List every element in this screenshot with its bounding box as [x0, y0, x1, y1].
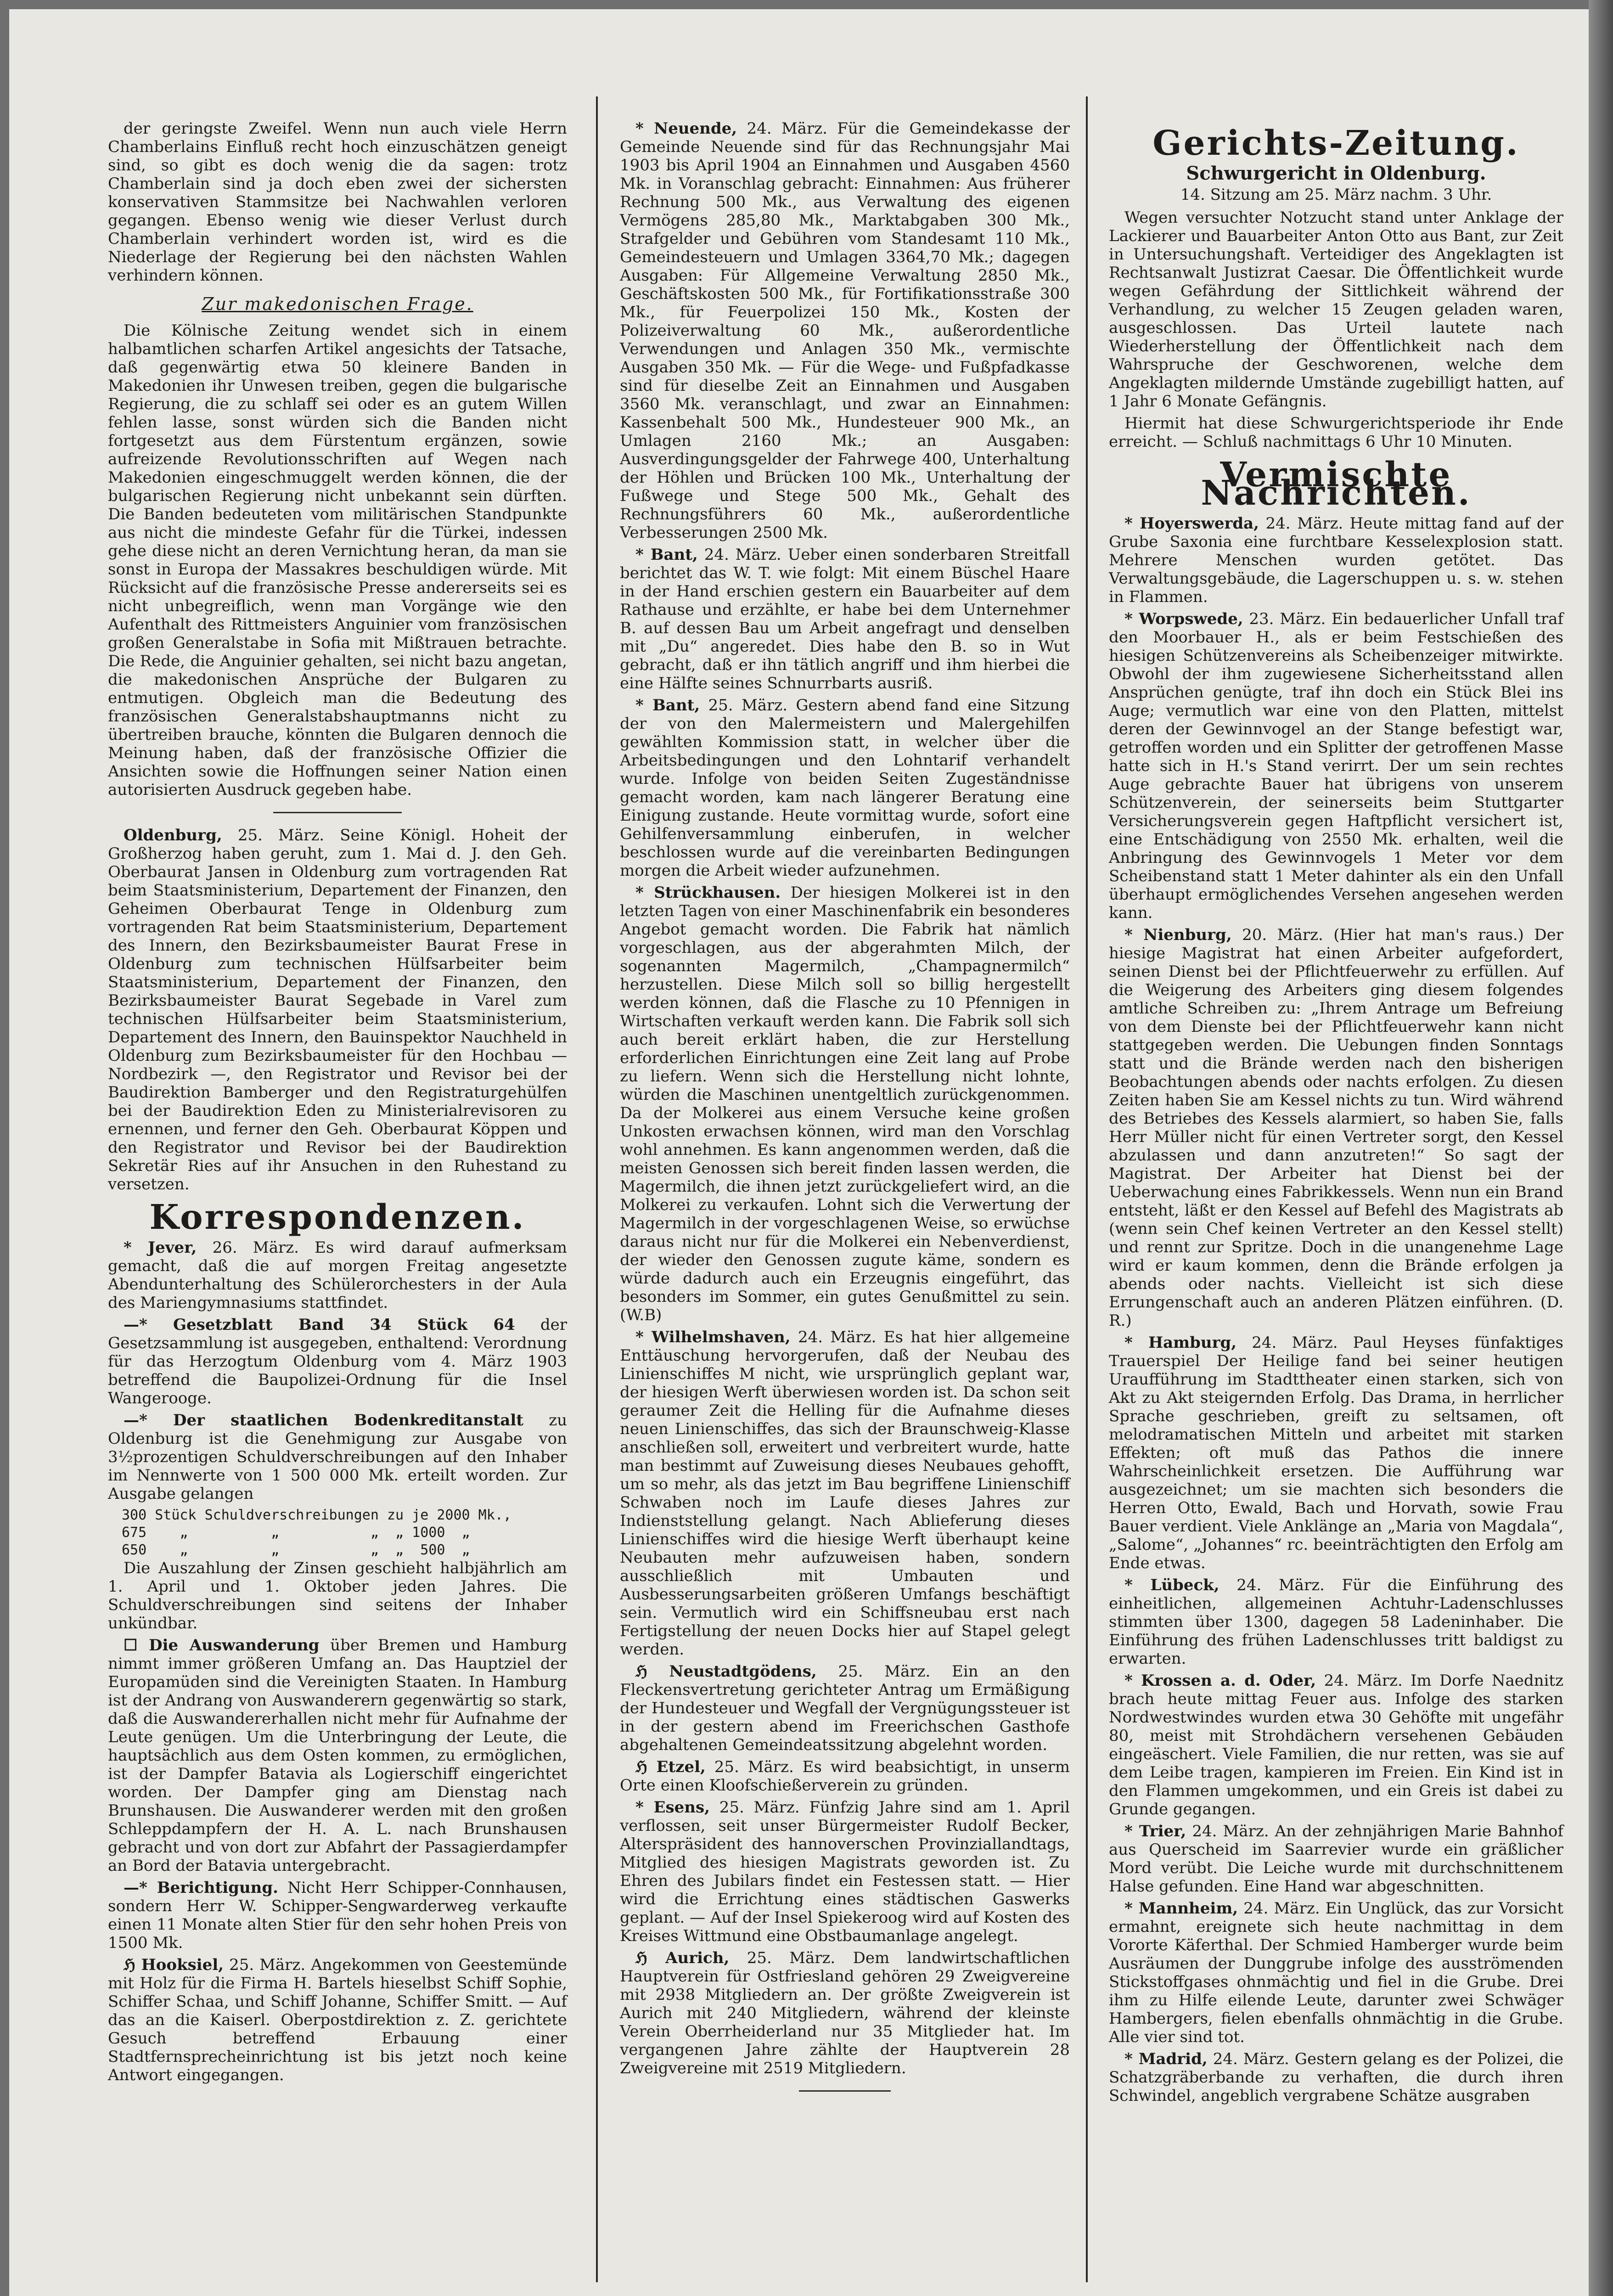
- dateline: Oldenburg,: [124, 826, 222, 844]
- session-line: 14. Sitzung am 25. März nachm. 3 Uhr.: [1180, 186, 1492, 204]
- article-text: Hiermit hat diese Schwurgerichtsperiode ihr Ende erreicht. — Schluß nachmittags 6 Uhr 10 Minuten.: [1109, 414, 1563, 451]
- dateline: * Strückhausen.: [635, 884, 781, 902]
- article-text: Die Auszahlung der Zinsen geschieht halbjährlich am 1. April und 1. Oktober jeden Jahres. Die Schuldverschreibungen sind seitens der Inhaber unkündbar.: [108, 1559, 567, 1632]
- section-rule: [799, 2090, 891, 2092]
- article-text: Die Kölnische Zeitung wendet sich in einem halbamtlichen scharfen Artikel angesichts der Tatsache, daß gegenwärtig etwa 50 kleinere Banden in Makedonien ihr Unwesen treiben, gegen die bulgarische Regierung, die zu schlaff sei oder es an gutem Willen fehlen lasse, sonst würden sich die Banden nicht fortgesetzt aus dem Fürstentum ergänzen, sowie aufreizende Revolutionsschriften auf Wegen nach Makedonien eingeschmuggelt werden können, die der bulgarischen Regierung nicht unbekannt sein dürften. Die Banden bedeuteten vom militärischen Standpunkte aus nicht die mindeste Gefahr für die Türkei, indessen gehe diese nicht an deren Vernichtung heran, da man sie sonst in Europa der Massakres beschuldigen würde. Mit Rücksicht auf die französische Presse andererseits sei es nicht unbegreiflich, wenn man Vorgänge wie den Aufenthalt des Rittmeisters Anguinier vom französischen großen Generalstabe in Sofia mit Mißtrauen betrachte. Die Rede, die Anguinier gehalten, sei nicht bazu angetan, die makedonischen Ansprüche der Bulgaren zu entmutigen. Obgleich man die Bedeutung des französischen Generalstabshauptmanns nicht zu übertreiben brauche, könnten die Bulgaren dennoch die Meinung haben, daß der französische Offizier die Ansichten sowie die Hoffnungen seiner Nation einen autorisierten Ausdruck gegeben habe.: [108, 321, 567, 799]
- article-text: 20. März. (Hier hat man's raus.) Der hiesige Magistrat hat einen Arbeiter aufgefordert, seinen Dienst bei der Pflichtfeuerwehr zu erfüllen. Auf die Weigerung des Arbeiters ging diesem folgendes amtliche Schreiben zu: „Ihrem Antrage um Befreiung von dem Dienste bei der Pflichtfeuerwehr kann nicht stattgegeben werden. Die Uebungen finden Sonntags statt und die Brände werden nach den bisherigen Beobachtungen abends oder nachts erfolgen. Zu diesen Zeiten haben Sie am Kessel nichts zu tun. Wird während des Betriebes des Kessels alarmiert, so haben Sie, falls Herr Müller nicht für einen Vertreter sorgt, den Kessel abzulassen und dann anzutreten!“ So sagt der Magistrat. Der Arbeiter hat Dienst bei der Ueberwachung eines Fabrikkessels. Wenn nun ein Brand entsteht, läßt er den Kessel auf Befehl des Magistrats ab (wenn sein Chef keinen Vertreter an den Kessel stellt) und rennt zur Spritze. Doch in die unangenehme Lage wird er kaum kommen, denn die Brände erfolgen ja abends oder nachts. Vielleicht ist sich diese Errungenschaft auch an anderen Plätzen einführen. (D. R.): [1109, 926, 1564, 1330]
- article-paragraph: [108, 826, 567, 1193]
- dateline: * Wilhelmshaven,: [635, 1328, 791, 1346]
- article-text: 25. März. Fünfzig Jahre sind am 1. April verflossen, seit unser Bürgermeister Rudolf Becker, Alterspräsident des hannoverschen Provinziallandtags, Mitglied des hiesigen Magistrats geworden ist. Zu Ehren des Jubilars findet ein Festessen statt. — Hier wird die Errichtung eines städtischen Gaswerks geplant. — Auf der Insel Spiekeroog wird auf Kosten des Kreises Wittmund eine Obstbaumanlage angelegt.: [620, 1798, 1070, 1945]
- article-paragraph: [620, 1328, 1070, 1659]
- dateline: ℌ Etzel,: [635, 1758, 706, 1776]
- dateline: * Jever,: [124, 1238, 197, 1257]
- article-paragraph: [108, 1879, 567, 1952]
- dateline: ☐ Die Auswanderung: [124, 1636, 320, 1654]
- dateline: * Trier,: [1124, 1822, 1186, 1840]
- dateline: —* Der staatlichen Bodenkreditanstalt: [124, 1411, 523, 1429]
- dateline: * Worpswede,: [1124, 610, 1243, 628]
- dateline: * Bant,: [635, 696, 700, 715]
- section-heading: Schwurgericht in Oldenburg.: [1186, 163, 1486, 184]
- article-text: 25. März. Es wird beabsichtigt, in unserm Orte einen Kloofschießerverein zu gründen.: [620, 1758, 1070, 1795]
- article-paragraph: [108, 1238, 567, 1312]
- dateline: * Hoyerswerda,: [1124, 514, 1259, 533]
- dateline: * Madrid,: [1124, 2050, 1208, 2068]
- article-paragraph: [108, 1956, 567, 2084]
- article-text: 24. März. An der zehnjährigen Marie Bahnhof aus Querscheid im Saarrevier wurde ein gräßlicher Mord verübt. Die Leiche wurde mit durchschnittenem Halse gefunden. Eine Hand war abgeschnitten.: [1109, 1822, 1563, 1896]
- article-text: 24. März. Für die Einführung des einheitlichen, allgemeinen Achtuhr-Ladenschlusses stimmten über 1300, dagegen 58 Ladeninhaber. Die Einführung des frühen Ladenschlusses tritt baldigst zu erwarten.: [1109, 1576, 1564, 1668]
- article-text: Wegen versuchter Notzucht stand unter Anklage der Lackierer und Bauarbeiter Anton Otto aus Bant, zur Zeit in Untersuchungshaft. Verteidiger des Angeklagten ist Rechtsanwalt Justizrat Caesar. Die Öffentlichkeit wurde wegen Gefährdung der Sittlichkeit während der Verhandlung, zu welcher 15 Zeugen geladen waren, ausgeschlossen. Das Urteil lautete nach Wiederherstellung der Öffentlichkeit nach dem Wahrspruche der Geschworenen, welche dem Angeklagten mildernde Umstände zugebilligt hatten, auf 1 Jahr 6 Monate Gefängnis.: [1109, 208, 1563, 411]
- article-paragraph: [620, 1758, 1070, 1795]
- article-paragraph: [1109, 1822, 1563, 1896]
- article-text: 25. März. Dem landwirtschaftlichen Hauptverein für Ostfriesland gehören 29 Zweigvereine mit 2938 Mitgliedern an. Der größte Zweigverein ist Aurich mit 240 Mitgliedern, während der kleinste Verein Oberrheiderland nur 35 Mitglieder hat. Im vergangenen Jahre zählte der Hauptverein 28 Zweigvereine mit 2519 Mitgliedern.: [620, 1949, 1070, 2077]
- article-text: 24. März. Gestern gelang es der Polizei, die Schatzgräberbande zu verhaften, die durch ihren Schwindel, angeblich vergrabene Schätze ausgraben: [1109, 2050, 1564, 2105]
- article-text: über Bremen und Hamburg nimmt immer größeren Umfang an. Das Hauptziel der Europamüden sind die Vereinigten Staaten. In Hamburg ist der Andrang von Auswanderern gegenwärtig so stark, daß die Auswandererhallen nicht mehr für Aufnahme der Leute genügen. Um die Unterbringung der Leute, die hauptsächlich aus dem Osten kommen, zu ermöglichen, ist der Dampfer Batavia als Logierschiff eingerichtet worden. Der Dampfer ging am Dienstag nach Brunshausen. Die Auswanderer werden mit den großen Schleppdampfern der H. A. L. nach Brunshausen gebracht und von dort zur Abfahrt der Passagierdampfer an Bord der Batavia untergebracht.: [108, 1636, 568, 1875]
- article-paragraph: [1109, 208, 1563, 411]
- section-rule: [273, 812, 402, 813]
- article-paragraph: [108, 1316, 567, 1407]
- article-paragraph: [108, 1559, 567, 1632]
- section-heading: Vermischte Nachrichten.: [1201, 455, 1472, 513]
- column-middle: [620, 119, 1070, 2105]
- article-text: 26. März. Es wird darauf aufmerksam gemacht, daß die auf morgen Freitag angesetzte Abendunterhaltung des Schülerorchesters in der Aula des Mariengymnasiums stattfindet.: [108, 1238, 568, 1312]
- dateline: * Lübeck,: [1124, 1576, 1220, 1594]
- column-left: [108, 119, 567, 2088]
- article-paragraph: [620, 1662, 1070, 1754]
- article-paragraph: [620, 1798, 1070, 1945]
- dateline: * Hamburg,: [1124, 1334, 1237, 1352]
- article-text: Der hiesigen Molkerei ist in den letzten Tagen von einer Maschinenfabrik ein besonderes Angebot gemacht worden. Die Fabrik hat nämlich vorgeschlagen, aus der abgerahmten Milch, der sogenannten Magermilch, „Champagnermilch“ herzustellen. Diese Milch soll so billig hergestellt werden können, daß die Flasche zu 10 Pfennigen in Wirtschaften verkauft werden kann. Die Fabrik soll sich auch bereit erklärt haben, die zur Herstellung erforderlichen Einrichtungen eine Zeit lang auf Probe zu liefern. Wenn sich die Herstellung nicht lohnte, würden die Maschinen unentgeltlich zurückgenommen. Da der Molkerei aus einem Versuche keine großen Unkosten erwachsen können, wird man den Vorschlag wohl annehmen. Es kann angenommen werden, daß die meisten Genossen sich bereit finden lassen werden, die Magermilch, die ihnen jetzt zurückgeliefert wird, an die Molkerei zu verkaufen. Lohnt sich die Verwertung der Magermilch in der vorgeschlagenen Weise, so erwüchse daraus nicht nur für die Molkerei ein Nebenverdienst, der wieder den Genossen zugute käme, sondern es würde dadurch auch ein Erzeugnis eingeführt, das besonders im Sommer, ein gutes Genußmittel zu sein. (W.B): [620, 884, 1070, 1324]
- dateline: —* Berichtigung.: [124, 1879, 278, 1897]
- article-paragraph: [1109, 926, 1563, 1330]
- dateline: * Krossen a. d. Oder,: [1124, 1671, 1316, 1690]
- article-text: 24. März. Ueber einen sonderbaren Streitfall berichtet das W. T. wie folgt: Mit einem Büschel Haare in der Hand erschien gestern ein Bauarbeiter auf dem Rathause und erzählte, er habe bei dem Unternehmer B. auf dessen Bau um Arbeit angefragt und denselben mit „Du“ angeredet. Dies habe den B. so in Wut gebracht, daß er ihn tätlich angriff und ihm hierbei die eine Hälfte seines Schnurrbarts ausriß.: [620, 546, 1070, 692]
- article-text: der geringste Zweifel. Wenn nun auch viele Herrn Chamberlains Einfluß recht hoch einzuschätzen geneigt sind, so gibt es doch wenig die da sagen: trotz Chamberlain sind ja doch eben zwei der sichersten konservativen Stammsitze bei Nachwahlen verloren gegangen. Ebenso wenig wie dieser Verlust durch Chamberlain verhindert worden ist, wird es die Niederlage der Regierung bei den nächsten Wahlen verhindern können.: [108, 119, 567, 285]
- article-paragraph: [108, 1411, 567, 1503]
- dateline: ℌ Aurich,: [635, 1949, 730, 1967]
- article-paragraph: [620, 546, 1070, 692]
- article-text: 25. März. Seine Königl. Hoheit der Großherzog haben geruht, zum 1. Mai d. J. den Geh. Oberbaurat Jansen in Oldenburg zum vortragenden Rat beim Staatsministerium, Departement der Finanzen, den Geheimen Oberbaurat Tenge in Oldenburg zum vortragenden Rat beim Staatsministerium, Departement des Innern, den Bezirksbaumeister Baurat Frese in Oldenburg zum technischen Hülfsarbeiter beim Staatsministerium, Departement der Finanzen, den Bezirksbaumeister Baurat Segebade in Varel zum technischen Hülfsarbeiter beim Staatsministerium, Departement des Innern, den Bauinspektor Nauchheld in Oldenburg zum Bezirksbaumeister für den Hochbau — Nordbezirk —, den Registrator und Revisor bei der Baudirektion Bamberger und den Registraturgehülfen bei der Baudirektion Eden zu Ministerialrevisoren zu ernennen, und ferner den Geh. Oberbaurat Köppen und den Registrator und Revisor bei der Baudirektion Sekretär Ries auf ihr Ansuchen in den Ruhestand zu versetzen.: [108, 826, 567, 1193]
- article-text: 23. März. Ein bedauerlicher Unfall traf den Moorbauer H., als er beim Festschießen des hiesigen Schützenvereins als Scheibenzeiger mitwirkte. Obwohl der ihm zugewiesene Sicherheitsstand allen Ansprüchen genügte, traf ihn doch ein Stück Blei ins Auge; vermutlich war eine von den Platten, mittelst deren der Gewinnvogel an der Stange befestigt war, getroffen worden und ein Splitter der getroffenen Masse hatte sich in H.'s Stand verirrt. Der um sein rechtes Auge gebrachte Bauer hat übrigens von unserem Schützenverein, der seinerseits beim Stuttgarter Versicherungsverein gegen Haftpflicht versichert ist, eine Entschädigung von 2550 Mk. erhalten, weil die Anbringung des Gewinnvogels 1 Meter vor dem Scheibenstand statt 1 Meter dahinter als ein den Unfall überhaupt ermöglichendes Versehen angesehen werden kann.: [1109, 610, 1563, 922]
- article-paragraph: [1109, 1899, 1563, 2046]
- article-text: zu Oldenburg ist die Genehmigung zur Ausgabe von 3½prozentigen Schuldverschreibungen auf den Inhaber im Nennwerte von 1 500 000 Mk. erteilt worden. Zur Ausgabe gelangen: [108, 1411, 567, 1503]
- article-paragraph: [1109, 414, 1563, 451]
- column-divider-left: [596, 96, 598, 2282]
- section-heading: Zur makedonischen Frage.: [202, 294, 473, 314]
- dateline: * Nienburg,: [1124, 926, 1232, 944]
- article-paragraph: [1109, 1576, 1563, 1668]
- article-paragraph: [1109, 610, 1563, 922]
- newspaper-page: [9, 9, 1589, 2296]
- dateline: * Bant,: [635, 546, 698, 564]
- article-paragraph: [620, 119, 1070, 542]
- dateline: ℌ Hooksiel,: [124, 1956, 224, 1974]
- column-divider-right: [1086, 96, 1088, 2282]
- article-text: 25. März. Gestern abend fand eine Sitzung der von den Malermeistern und Malergehilfen gewählten Kommission statt, in welcher über die Arbeitsbedingungen und den Lohntarif verhandelt wurde. Infolge von beiden Seiten Zugeständnisse gemacht worden, kam nach längerer Beratung eine Einigung zustande. Heute vormittag wurde, sofort eine Gehilfenversammlung einberufen, in welcher beschlossen wurde auf die vereinbarten Bedingungen morgen die Arbeit wieder aufzunehmen.: [620, 696, 1070, 880]
- article-text: 24. März. Im Dorfe Naednitz brach heute mittag Feuer aus. Infolge des starken Nordwestwindes wurden etwa 30 Gehöfte mit ungefähr 80, meist mit Strohdächern versehenen Gebäuden eingeäschert. Viele Familien, die nur retten, was sie auf dem Leibe tragen, kampieren im Freien. Ein Kind ist in den Flammen umgekommen, und ein Greis ist dabei zu Grunde gegangen.: [1109, 1671, 1563, 1818]
- dateline: * Mannheim,: [1124, 1899, 1238, 1918]
- article-paragraph: [620, 1949, 1070, 2077]
- bond-table: 300 Stück Schuldverschreibungen zu je 2000 Mk., 675 „ „ „ „ 1000 „ 650 „ „ „ „ 500 „: [122, 1507, 511, 1558]
- dateline: * Neuende,: [635, 119, 737, 138]
- article-paragraph: [108, 119, 567, 285]
- section-heading: Korrespondenzen.: [149, 1198, 526, 1237]
- article-text: der Gesetzsammlung ist ausgegeben, enthaltend: Verordnung für das Herzogtum Oldenburg vom 4. März 1903 betreffend die Baupolizei-Ordnung für die Insel Wangerooge.: [108, 1316, 567, 1407]
- column-right: [1109, 119, 1563, 2109]
- article-text: 25. März. Ein an den Fleckensvertretung gerichteter Antrag um Ermäßigung der Hundesteuer und Wegfall der Vergnügungssteuer ist in der gestern abend im Freerichschen Gasthofe abgehaltenen Gemeindeatssitzung abgelehnt worden.: [620, 1662, 1070, 1754]
- article-paragraph: [1109, 514, 1563, 606]
- article-text: 24. März. Für die Gemeindekasse der Gemeinde Neuende sind für das Rechnungsjahr Mai 1903 bis April 1904 an Einnahmen und Ausgaben 4560 Mk. in Voranschlag gebracht: Einnahmen: Aus früherer Rechnung 500 Mk., aus Verwaltung des eigenen Vermögens 285,80 Mk., Marktabgaben 300 Mk., Strafgelder und Gebühren vom Standesamt 110 Mk., Gemeindesteuern und Umlagen 3364,70 Mk.; dagegen Ausgaben: Für Allgemeine Verwaltung 2850 Mk., Geschäftskosten 500 Mk., für Fortifikationsstraße 300 Mk., für Feuerpolizei 150 Mk., Kosten der Polizeiverwaltung 60 Mk., außerordentliche Verwendungen und Anlagen 350 Mk., vermischte Ausgaben 350 Mk. — Für die Wege- und Fußpfadkasse sind für dieselbe Zeit an Einnahmen und Ausgaben 3560 Mk. veranschlagt, und zwar an Einnahmen: Kassenbehalt 500 Mk., Hundesteuer 900 Mk., an Umlagen 2160 Mk.; an Ausgaben: Ausverdingungsgelder der Fahrwege 400, Unterhaltung der Höhlen und Brücken 100 Mk., Unterhaltung der Fußwege und Stege 500 Mk., Gehalt des Rechnungsführers 60 Mk., außerordentliche Verbesserungen 2500 Mk.: [620, 119, 1070, 542]
- article-text: 24. März. Paul Heyses fünfaktiges Trauerspiel Der Heilige fand bei seiner heutigen Uraufführung im Stadttheater einen starken, sich von Akt zu Akt steigernden Erfolg. Das Drama, in herrlicher Sprache geschrieben, greift zu seltsamen, oft melodramatischen Mitteln und arbeitet mit starken Effekten; oft muß das Pathos die innere Wahrscheinlichkeit ersetzen. Die Aufführung war ausgezeichnet; um sie machten sich besonders die Herren Otto, Ewald, Bach und Horvath, sowie Frau Bauer verdient. Viele Anklänge an „Maria von Magdala“, „Salome“, „Johannes“ rc. beeinträchtigten den Erfolg am Ende etwas.: [1109, 1334, 1563, 1572]
- article-paragraph: [108, 321, 567, 799]
- article-paragraph: [1109, 2050, 1563, 2105]
- article-text: 24. März. Es hat hier allgemeine Enttäuschung hervorgerufen, daß der Neubau des Linienschiffes M nicht, wie ursprünglich geplant war, der hiesigen Werft überwiesen worden ist. Da schon seit geraumer Zeit die Helling für die Aufnahme dieses neuen Linienschiffes, das sich der Braunschweig-Klasse anschließen soll, erweitert und verbreitert wurde, hatte man bestimmt auf Zuweisung dieses Neubaues gehofft, um so mehr, als das jetzt im Bau begriffene Linienschiff Schwaben noch im Laufe dieses Jahres zur Indienststellung gelangt. Nach Ablieferung dieses Linienschiffes wird die hiesige Werft überhaupt keine Neubauten mehr aufzuweisen haben, sondern ausschließlich mit Umbauten und Ausbesserungsarbeiten größeren Umfangs beschäftigt sein. Vermutlich wird ein Schiffsneubau erst nach Fertigstellung der neuen Docks hier auf Stapel gelegt werden.: [620, 1328, 1070, 1659]
- section-heading: Gerichts-Zeitung.: [1152, 124, 1520, 163]
- article-text: 24. März. Heute mittag fand auf der Grube Saxonia eine furchtbare Kesselexplosion statt. Mehrere Menschen wurden getötet. Das Verwaltungsgebäude, die Lagerschuppen u. s. w. stehen in Flammen.: [1109, 514, 1564, 606]
- article-paragraph: [108, 1636, 567, 1875]
- article-text: Nicht Herr Schipper-Connhausen, sondern Herr W. Schipper-Sengwarderweg verkaufte einen 11 Monate alten Stier für den sehr hohen Preis von 1500 Mk.: [108, 1879, 567, 1952]
- dateline: * Esens,: [635, 1798, 710, 1817]
- article-paragraph: [1109, 1334, 1563, 1572]
- article-paragraph: [620, 884, 1070, 1324]
- dateline: ℌ Neustadtgödens,: [635, 1662, 817, 1681]
- article-text: 24. März. Ein Unglück, das zur Vorsicht ermahnt, ereignete sich heute nachmittag in dem Vororte Käferthal. Der Schmied Hamberger wurde beim Ausräumen der Dunggrube infolge des ausströmenden Stickstoffgases ohnmächtig und fiel in die Grube. Drei ihm zu Hilfe eilende Leute, darunter zwei Schwäger Hambergers, fielen ebenfalls ohnmächtig in die Grube. Alle vier sind tot.: [1109, 1899, 1563, 2046]
- article-paragraph: [620, 696, 1070, 880]
- page-edge: [1589, 0, 1613, 2296]
- article-text: 25. März. Angekommen von Geestemünde mit Holz für die Firma H. Bartels hieselbst Schiff Sophie, Schiffer Schaa, und Schiff Johanne, Schiffer Smitt. — Auf das an die Kaiserl. Oberpostdirektion z. Z. gerichtete Gesuch betreffend Erbauung einer Stadtfernsprecheinrichtung ist bis jetzt noch keine Antwort eingegangen.: [108, 1956, 568, 2084]
- article-paragraph: [1109, 1671, 1563, 1818]
- dateline: —* Gesetzblatt Band 34 Stück 64: [124, 1316, 515, 1334]
